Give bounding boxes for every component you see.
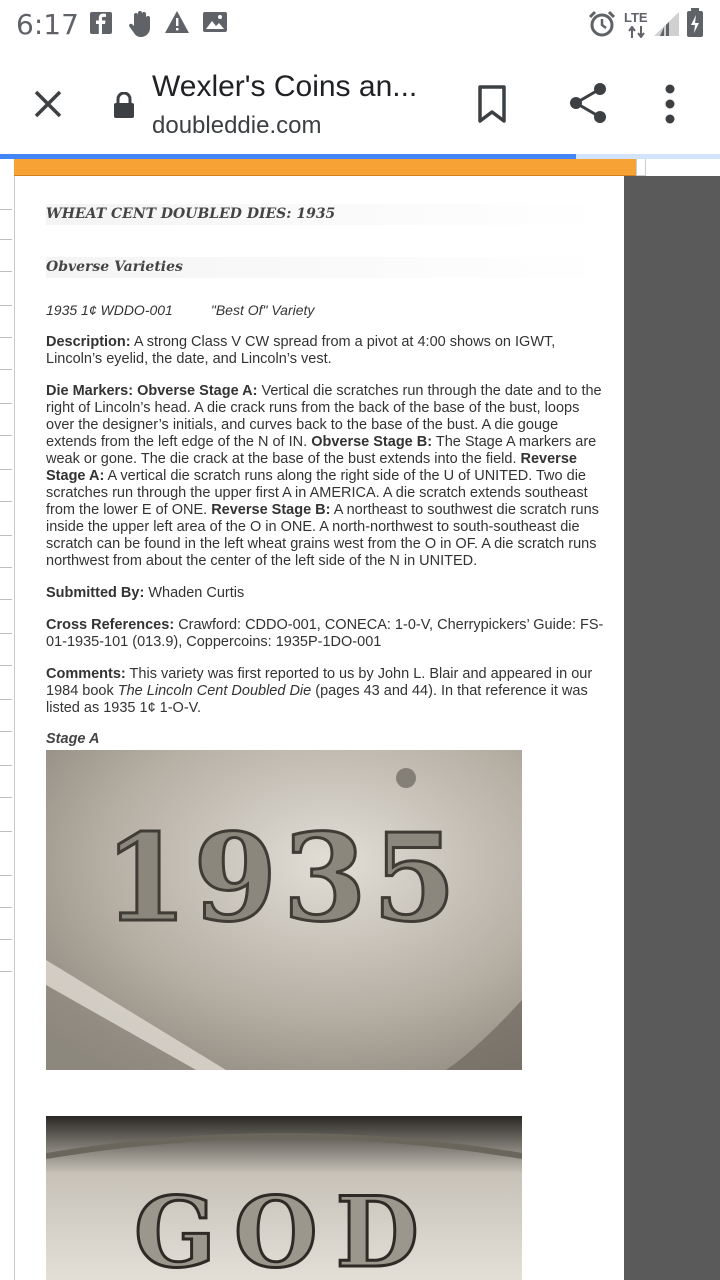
variety-name: "Best Of" Variety bbox=[210, 302, 315, 318]
cross-references-text: Crawford: CDDO-001, CONECA: 1-0-V, Cherrypickers’ Guide: FS-01-1935-101 (013.9), Coppercoins: 1935P-1DO-001 bbox=[46, 617, 604, 650]
comments-text-post: (pages 43 and 44). In that reference it was listed as 1935 1¢ 1-O-V. bbox=[46, 683, 588, 716]
obverse-b-label: Obverse Stage B: bbox=[311, 434, 433, 450]
coin-god-photo bbox=[46, 1116, 522, 1280]
description-label: Description: bbox=[46, 334, 131, 350]
submitted-name: Whaden Curtis bbox=[148, 585, 245, 601]
signal-icon bbox=[654, 12, 680, 36]
image-icon bbox=[202, 10, 228, 34]
cross-references-label: Cross References: bbox=[46, 617, 175, 633]
submitted-paragraph bbox=[46, 585, 608, 602]
url-text[interactable]: doubleddie.com bbox=[152, 112, 322, 139]
status-bar bbox=[0, 0, 720, 48]
coin-god-illustration bbox=[46, 1116, 522, 1280]
browser-toolbar bbox=[0, 48, 720, 156]
coin-date-text: 1935 bbox=[104, 808, 462, 949]
header-bar-edge bbox=[636, 159, 646, 176]
description-paragraph bbox=[46, 334, 608, 368]
reverse-a-text: A vertical die scratch runs along the right side of the U of UNITED. Two die scratches run through the upper first A in AMERICA. A die scratch extends southeast from the lower E of ONE. bbox=[46, 468, 588, 518]
left-gutter bbox=[0, 159, 15, 1280]
comments-paragraph bbox=[46, 666, 608, 717]
comments-text-pre: This variety was first reported to us by John L. Blair and appeared in our 1984 book bbox=[46, 666, 593, 699]
reverse-b-label: Reverse Stage B: bbox=[211, 502, 331, 518]
data-arrows-icon bbox=[628, 26, 646, 38]
obverse-a-text: Vertical die scratches run through the date and to the right of Lincoln’s head. A die crack runs from the back of the base of the bust, loops over the designer’s initials, and curves back to the base of the bust. A die gouge extends from the left edge of the N of IN. bbox=[46, 383, 602, 450]
die-markers-label: Die Markers: bbox=[46, 383, 134, 399]
reverse-a-label: Reverse Stage A: bbox=[46, 451, 577, 484]
bookmark-icon[interactable] bbox=[476, 84, 508, 124]
alarm-icon bbox=[588, 10, 616, 38]
right-side-panel bbox=[624, 176, 720, 1280]
coin-date-photo bbox=[46, 750, 522, 1070]
coin-god-text: GOD bbox=[134, 1176, 437, 1280]
description-text: A strong Class V CW spread from a pivot at 4:00 shows on IGWT, Lincoln’s eyelid, the date, and Lincoln’s vest. bbox=[46, 334, 556, 367]
comments-label: Comments: bbox=[46, 666, 126, 682]
article-heading: WHEAT CENT DOUBLED DIES: 1935 bbox=[46, 204, 608, 225]
hand-icon bbox=[128, 10, 154, 38]
reverse-b-text: A northeast to southwest die scratch runs inside the upper left area of the O in ONE. A north-northwest to south-southeast die scratch can be found in the left wheat grains west from the O in OF. A die scratch runs northwest from about the center of the left side of the N in UNITED. bbox=[46, 502, 599, 569]
share-icon[interactable] bbox=[568, 82, 608, 124]
network-type: LTE bbox=[624, 10, 648, 25]
variety-line bbox=[46, 302, 608, 319]
submitted-label: Submitted By: bbox=[46, 585, 145, 601]
status-time: 6:17 bbox=[16, 8, 79, 41]
obverse-b-text: The Stage A markers are weak or gone. The die crack at the base of the bust extends into the field. bbox=[46, 434, 597, 467]
stage-label: Stage A bbox=[46, 731, 100, 747]
book-title: The Lincoln Cent Doubled Die bbox=[117, 683, 312, 699]
web-page[interactable] bbox=[0, 159, 720, 1280]
battery-charging-icon bbox=[686, 8, 704, 38]
coin-date-illustration bbox=[46, 750, 522, 1070]
variety-ref: 1935 1¢ WDDO-001 bbox=[46, 302, 173, 318]
facebook-icon bbox=[90, 10, 112, 36]
obverse-a-label: Obverse Stage A: bbox=[137, 383, 258, 399]
lock-icon bbox=[112, 92, 136, 118]
section-heading: Obverse Varieties bbox=[46, 257, 608, 278]
close-icon[interactable] bbox=[28, 84, 68, 124]
page-title[interactable]: Wexler's Coins an... bbox=[152, 70, 418, 103]
site-header-bar bbox=[14, 159, 636, 176]
more-vert-icon[interactable] bbox=[664, 84, 676, 124]
die-markers-paragraph bbox=[46, 383, 608, 570]
cross-references-paragraph bbox=[46, 617, 608, 651]
warning-icon bbox=[164, 10, 190, 34]
article-content bbox=[46, 176, 608, 748]
